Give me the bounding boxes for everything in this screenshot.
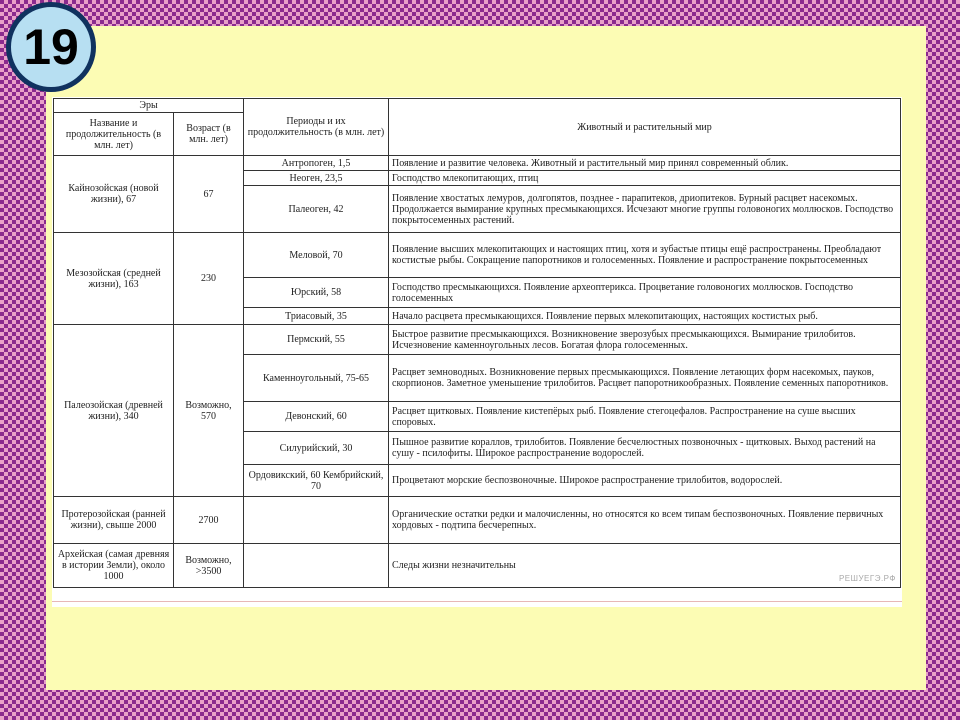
era-name-cell: Протерозойская (ранней жизни), свыше 2000 — [54, 497, 174, 544]
era-age-cell: 230 — [174, 233, 244, 325]
era-age-cell: 67 — [174, 156, 244, 233]
life-cell: Следы жизни незначительны — [389, 544, 901, 588]
header-periods: Периоды и их продолжительность (в млн. лет) — [244, 99, 389, 156]
life-cell: Пышное развитие кораллов, трилобитов. Появление бесчелюстных позвоночных - щитковых. Выход растений на сушу - псилофиты. Широкое распространение водорослей. — [389, 432, 901, 465]
period-cell: Ордовикский, 60 Кембрийский, 70 — [244, 465, 389, 497]
divider-line — [52, 601, 902, 602]
era-age-cell: Возможно, >3500 — [174, 544, 244, 588]
life-cell: Появление хвостатых лемуров, долгопятов, позднее - парапитеков, дриопитеков. Бурный расцвет насекомых. Продолжается вымирание крупных пресмыкающихся. Исчезают многие группы головоногих моллюсков. Господство покрытосеменных растений. — [389, 186, 901, 233]
table-row — [54, 325, 901, 355]
header-row-eras — [54, 99, 901, 113]
life-cell: Появление и развитие человека. Животный и растительный мир принял современный облик. — [389, 156, 901, 171]
life-cell: Начало расцвета пресмыкающихся. Появление первых млекопитающих, настоящих костистых рыб. — [389, 308, 901, 325]
header-era-name: Название и продолжительность (в млн. лет) — [54, 113, 174, 156]
era-age-cell: 2700 — [174, 497, 244, 544]
period-cell: Антропоген, 1,5 — [244, 156, 389, 171]
era-name-cell: Архейская (самая древняя в истории Земли), около 1000 — [54, 544, 174, 588]
period-cell: Палеоген, 42 — [244, 186, 389, 233]
table-row — [54, 544, 901, 588]
period-cell: Пермский, 55 — [244, 325, 389, 355]
period-cell: Неоген, 23,5 — [244, 171, 389, 186]
geochronology-table — [53, 98, 901, 588]
era-name-cell: Палеозойская (древней жизни), 340 — [54, 325, 174, 497]
life-cell: Появление высших млекопитающих и настоящих птиц, хотя и зубастые птицы ещё распространены. Преобладают костистые рыбы. Сокращение папоротников и голосеменных. Появление и распространение покрытосеменных — [389, 233, 901, 278]
table-row — [54, 233, 901, 278]
life-cell: Процветают морские беспозвоночные. Широкое распространение трилобитов, водорослей. — [389, 465, 901, 497]
period-cell — [244, 544, 389, 588]
period-cell — [244, 497, 389, 544]
life-cell: Господство пресмыкающихся. Появление археоптерикса. Процветание головоногих моллюсков. Господство голосеменных — [389, 278, 901, 308]
life-cell: Расцвет земноводных. Возникновение первых пресмыкающихся. Появление летающих форм насекомых, пауков, скорпионов. Заметное уменьшение трилобитов. Расцвет папоротникообразных. Появление семенных папоротников. — [389, 355, 901, 402]
period-cell: Юрский, 58 — [244, 278, 389, 308]
era-age-cell: Возможно, 570 — [174, 325, 244, 497]
life-cell: Господство млекопитающих, птиц — [389, 171, 901, 186]
life-cell: Быстрое развитие пресмыкающихся. Возникновение зверозубых пресмыкающихся. Вымирание трилобитов. Исчезновение каменноугольных лесов. Богатая флора голосеменных. — [389, 325, 901, 355]
life-cell: Расцвет щитковых. Появление кистепёрых рыб. Появление стегоцефалов. Распространение на суше высших споровых. — [389, 402, 901, 432]
era-name-cell: Мезозойская (средней жизни), 163 — [54, 233, 174, 325]
period-cell: Силурийский, 30 — [244, 432, 389, 465]
table-row — [54, 156, 901, 171]
period-cell: Девонский, 60 — [244, 402, 389, 432]
source-watermark: РЕШУЕГЭ.РФ — [838, 574, 896, 583]
period-cell: Триасовый, 35 — [244, 308, 389, 325]
era-name-cell: Кайнозойская (новой жизни), 67 — [54, 156, 174, 233]
table-row — [54, 497, 901, 544]
header-eras: Эры — [54, 99, 244, 113]
geochronology-sheet — [52, 97, 902, 607]
slide-number-badge: 19 — [6, 2, 96, 92]
life-cell: Органические остатки редки и малочисленны, но относятся ко всем типам беспозвоночных. Появление первичных хордовых - подтипа бесчерепных. — [389, 497, 901, 544]
header-era-age: Возраст (в млн. лет) — [174, 113, 244, 156]
period-cell: Каменноугольный, 75-65 — [244, 355, 389, 402]
header-life: Животный и растительный мир — [389, 99, 901, 156]
period-cell: Меловой, 70 — [244, 233, 389, 278]
